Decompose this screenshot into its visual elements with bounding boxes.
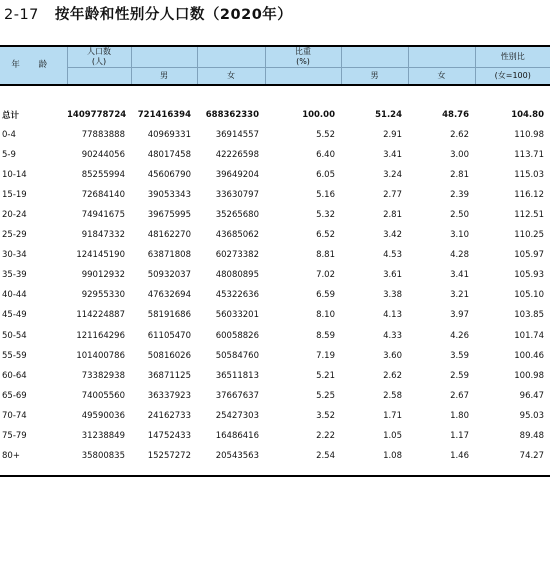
- cell-female: 60273382: [215, 250, 259, 261]
- table-row: [0, 305, 550, 325]
- cell-male: 61105470: [147, 330, 191, 341]
- cell-sex-ratio: 104.80: [511, 109, 544, 120]
- cell-sex-ratio: 110.25: [514, 230, 544, 241]
- cell-age: 30-34: [2, 250, 27, 261]
- cell-age: 65-69: [2, 390, 27, 401]
- population-table-container: [0, 45, 550, 477]
- cell-population: 90244056: [81, 149, 125, 160]
- total-row: [0, 105, 550, 125]
- cell-age: 80+: [0, 446, 67, 476]
- cell-male: 36871125: [147, 370, 191, 381]
- cell-population: 124145190: [76, 250, 125, 261]
- table-row: [0, 446, 550, 476]
- cell-sex-ratio: 100.46: [514, 350, 544, 361]
- cell-ratio: 8.10: [316, 310, 335, 321]
- cell-sex-ratio: 110.98: [514, 129, 544, 140]
- cell-population: 114224887: [76, 310, 125, 321]
- cell-ratio-male: 1.05: [383, 431, 402, 442]
- cell-male: 40969331: [147, 129, 191, 140]
- cell-ratio-male: 2.91: [383, 129, 402, 140]
- cell-ratio-female: 2.39: [450, 189, 469, 200]
- header-age: 年 龄: [0, 46, 67, 85]
- cell-sex-ratio: 101.74: [514, 330, 544, 341]
- cell-male: 45606790: [147, 169, 191, 180]
- header-population-unit: (人): [91, 57, 107, 66]
- cell-sex-ratio: 115.03: [514, 169, 544, 180]
- cell-ratio-male: 2.58: [383, 390, 402, 401]
- cell-population: 35800835: [67, 446, 131, 476]
- cell-ratio-female: 3.10: [450, 230, 469, 241]
- cell-male: 50932037: [147, 270, 191, 281]
- cell-age: 15-19: [2, 189, 27, 200]
- cell-ratio-female: 3.00: [450, 149, 469, 160]
- cell-female: 39649204: [215, 169, 259, 180]
- cell-age: 45-49: [2, 310, 27, 321]
- cell-female: 33630797: [215, 189, 259, 200]
- cell-ratio-female: 1.17: [450, 431, 469, 442]
- cell-ratio-male: 2.62: [383, 370, 402, 381]
- cell-ratio-female: 3.97: [450, 310, 469, 321]
- cell-ratio-female: 1.80: [450, 410, 469, 421]
- page-title: [4, 3, 292, 24]
- cell-ratio: 5.32: [316, 210, 335, 221]
- table-header: [0, 46, 550, 85]
- cell-age: 35-39: [2, 270, 27, 281]
- header-population-label: 人口数: [87, 47, 111, 56]
- cell-age: 10-14: [2, 169, 27, 180]
- cell-female: 688362330: [205, 109, 259, 120]
- cell-sex-ratio: 103.85: [514, 310, 544, 321]
- cell-female: 45322636: [215, 290, 259, 301]
- cell-female: 60058826: [215, 330, 259, 341]
- cell-sex-ratio: 113.71: [514, 149, 544, 160]
- cell-male: 58191686: [147, 310, 191, 321]
- spacer-row: [0, 85, 550, 105]
- cell-sex-ratio: 96.47: [519, 390, 544, 401]
- cell-ratio-male: 3.61: [383, 270, 402, 281]
- cell-male: 14752433: [147, 431, 191, 442]
- cell-sex-ratio: 105.93: [514, 270, 544, 281]
- cell-male: 24162733: [147, 410, 191, 421]
- cell-sex-ratio: 95.03: [519, 410, 544, 421]
- cell-female: 25427303: [215, 410, 259, 421]
- header-ratio-total-blank: [265, 68, 341, 85]
- cell-ratio-female: 4.26: [450, 330, 469, 341]
- cell-age: 20-24: [2, 210, 27, 221]
- cell-sex-ratio: 100.98: [514, 370, 544, 381]
- cell-ratio: 100.00: [302, 109, 335, 120]
- cell-population: 31238849: [81, 431, 125, 442]
- cell-ratio-female: 2.50: [450, 210, 469, 221]
- cell-age: 0-4: [2, 129, 16, 140]
- cell-ratio-female: 3.59: [450, 350, 469, 361]
- table-row: [0, 225, 550, 245]
- cell-ratio: 3.52: [316, 410, 335, 421]
- cell-ratio-male: 4.53: [383, 250, 402, 261]
- cell-ratio: 5.25: [316, 390, 335, 401]
- cell-ratio-male: 4.13: [383, 310, 402, 321]
- cell-sex-ratio: 112.51: [514, 210, 544, 221]
- table-row: [0, 386, 550, 406]
- table-row: [0, 406, 550, 426]
- cell-female: 48080895: [215, 270, 259, 281]
- cell-ratio: 6.05: [316, 169, 335, 180]
- header-population-total-blank: [67, 68, 131, 85]
- cell-population: 91847332: [81, 230, 125, 241]
- cell-sex-ratio: 89.48: [519, 431, 544, 442]
- cell-population: 1409778724: [67, 109, 127, 120]
- cell-male: 48162270: [147, 230, 191, 241]
- cell-ratio-male: 3.24: [383, 169, 402, 180]
- header-sex-ratio-unit: (女=100): [475, 68, 550, 85]
- table-row: [0, 245, 550, 265]
- cell-sex-ratio: 74.27: [475, 446, 550, 476]
- spacer-cell: [0, 85, 550, 105]
- population-table: [0, 45, 550, 477]
- cell-population: 85255994: [81, 169, 125, 180]
- cell-female: 20543563: [197, 446, 265, 476]
- header-ratio-blank-2: [408, 46, 475, 68]
- header-ratio-unit: (%): [296, 57, 310, 66]
- table-row: [0, 426, 550, 446]
- table-row: [0, 125, 550, 145]
- cell-ratio: 5.16: [316, 189, 335, 200]
- cell-population: 121164296: [76, 330, 125, 341]
- cell-male: 50816026: [147, 350, 191, 361]
- header-ratio: [265, 46, 341, 68]
- cell-age: 70-74: [2, 410, 27, 421]
- cell-age: 40-44: [2, 290, 27, 301]
- header-population-blank-1: [131, 46, 197, 68]
- cell-sex-ratio: 105.10: [514, 290, 544, 301]
- header-ratio-blank-1: [341, 46, 408, 68]
- cell-ratio-male: 51.24: [375, 109, 402, 120]
- cell-male: 63871808: [147, 250, 191, 261]
- cell-age: 75-79: [2, 431, 27, 442]
- cell-male: 36337923: [147, 390, 191, 401]
- cell-sex-ratio: 116.12: [514, 189, 544, 200]
- cell-female: 16486416: [215, 431, 259, 442]
- cell-female: 35265680: [215, 210, 259, 221]
- cell-ratio-female: 2.59: [450, 370, 469, 381]
- cell-population: 74005560: [81, 390, 125, 401]
- cell-ratio: 2.54: [265, 446, 341, 476]
- table-row: [0, 326, 550, 346]
- cell-ratio-female: 3.41: [450, 270, 469, 281]
- table-row: [0, 205, 550, 225]
- cell-ratio-male: 4.33: [383, 330, 402, 341]
- cell-female: 50584760: [215, 350, 259, 361]
- cell-female: 37667637: [215, 390, 259, 401]
- header-population: [67, 46, 131, 68]
- cell-ratio: 7.19: [316, 350, 335, 361]
- cell-female: 43685062: [215, 230, 259, 241]
- cell-ratio-male: 3.38: [383, 290, 402, 301]
- cell-population: 72684140: [81, 189, 125, 200]
- cell-ratio-male: 2.77: [383, 189, 402, 200]
- cell-ratio-male: 2.81: [383, 210, 402, 221]
- cell-age: 5-9: [2, 149, 16, 160]
- cell-ratio: 2.22: [316, 431, 335, 442]
- cell-male: 721416394: [137, 109, 191, 120]
- cell-ratio-female: 3.21: [450, 290, 469, 301]
- cell-population: 73382938: [81, 370, 125, 381]
- cell-age: 60-64: [2, 370, 27, 381]
- cell-ratio: 6.52: [316, 230, 335, 241]
- cell-ratio-female: 4.28: [450, 250, 469, 261]
- cell-ratio-male: 1.08: [341, 446, 408, 476]
- table-row: [0, 366, 550, 386]
- cell-age: 50-54: [2, 330, 27, 341]
- table-body: [0, 85, 550, 477]
- cell-age: 总计: [2, 110, 20, 121]
- cell-ratio-male: 3.42: [383, 230, 402, 241]
- cell-male: 48017458: [147, 149, 191, 160]
- header-sex-ratio-label: 性别比: [500, 52, 525, 61]
- cell-ratio-female: 1.46: [408, 446, 475, 476]
- table-row: [0, 185, 550, 205]
- header-female: 女: [197, 68, 265, 85]
- cell-ratio-female: 2.62: [450, 129, 469, 140]
- cell-ratio-female: 2.81: [450, 169, 469, 180]
- cell-male: 47632694: [147, 290, 191, 301]
- cell-age: 55-59: [2, 350, 27, 361]
- table-row: [0, 145, 550, 165]
- cell-female: 42226598: [215, 149, 259, 160]
- cell-population: 92955330: [81, 290, 125, 301]
- table-row: [0, 265, 550, 285]
- cell-ratio: 8.81: [316, 250, 335, 261]
- cell-population: 74941675: [81, 210, 125, 221]
- header-ratio-male: 男: [341, 68, 408, 85]
- cell-ratio: 7.02: [316, 270, 335, 281]
- cell-ratio: 5.52: [316, 129, 335, 140]
- header-population-blank-2: [197, 46, 265, 68]
- table-title-text: 按年龄和性别分人口数（2020年）: [54, 7, 293, 23]
- cell-age: 25-29: [2, 230, 27, 241]
- cell-population: 101400786: [76, 350, 125, 361]
- cell-ratio: 8.59: [316, 330, 335, 341]
- cell-population: 99012932: [81, 270, 125, 281]
- cell-ratio-female: 2.67: [450, 390, 469, 401]
- cell-ratio-male: 3.41: [383, 149, 402, 160]
- header-sex-ratio: [475, 46, 550, 68]
- cell-male: 15257272: [131, 446, 197, 476]
- header-ratio-label: 比重: [295, 47, 311, 56]
- table-number: 2-17: [4, 7, 39, 23]
- table-row: [0, 346, 550, 366]
- cell-ratio-female: 48.76: [442, 109, 469, 120]
- header-ratio-female: 女: [408, 68, 475, 85]
- cell-female: 56033201: [215, 310, 259, 321]
- cell-ratio: 5.21: [316, 370, 335, 381]
- header-male: 男: [131, 68, 197, 85]
- cell-female: 36511813: [215, 370, 259, 381]
- cell-male: 39675995: [147, 210, 191, 221]
- cell-ratio: 6.40: [316, 149, 335, 160]
- cell-ratio-male: 1.71: [383, 410, 402, 421]
- cell-ratio-male: 3.60: [383, 350, 402, 361]
- cell-female: 36914557: [215, 129, 259, 140]
- cell-sex-ratio: 105.97: [514, 250, 544, 261]
- table-row: [0, 165, 550, 185]
- cell-ratio: 6.59: [316, 290, 335, 301]
- cell-male: 39053343: [147, 189, 191, 200]
- cell-population: 49590036: [81, 410, 125, 421]
- table-row: [0, 285, 550, 305]
- cell-population: 77883888: [81, 129, 125, 140]
